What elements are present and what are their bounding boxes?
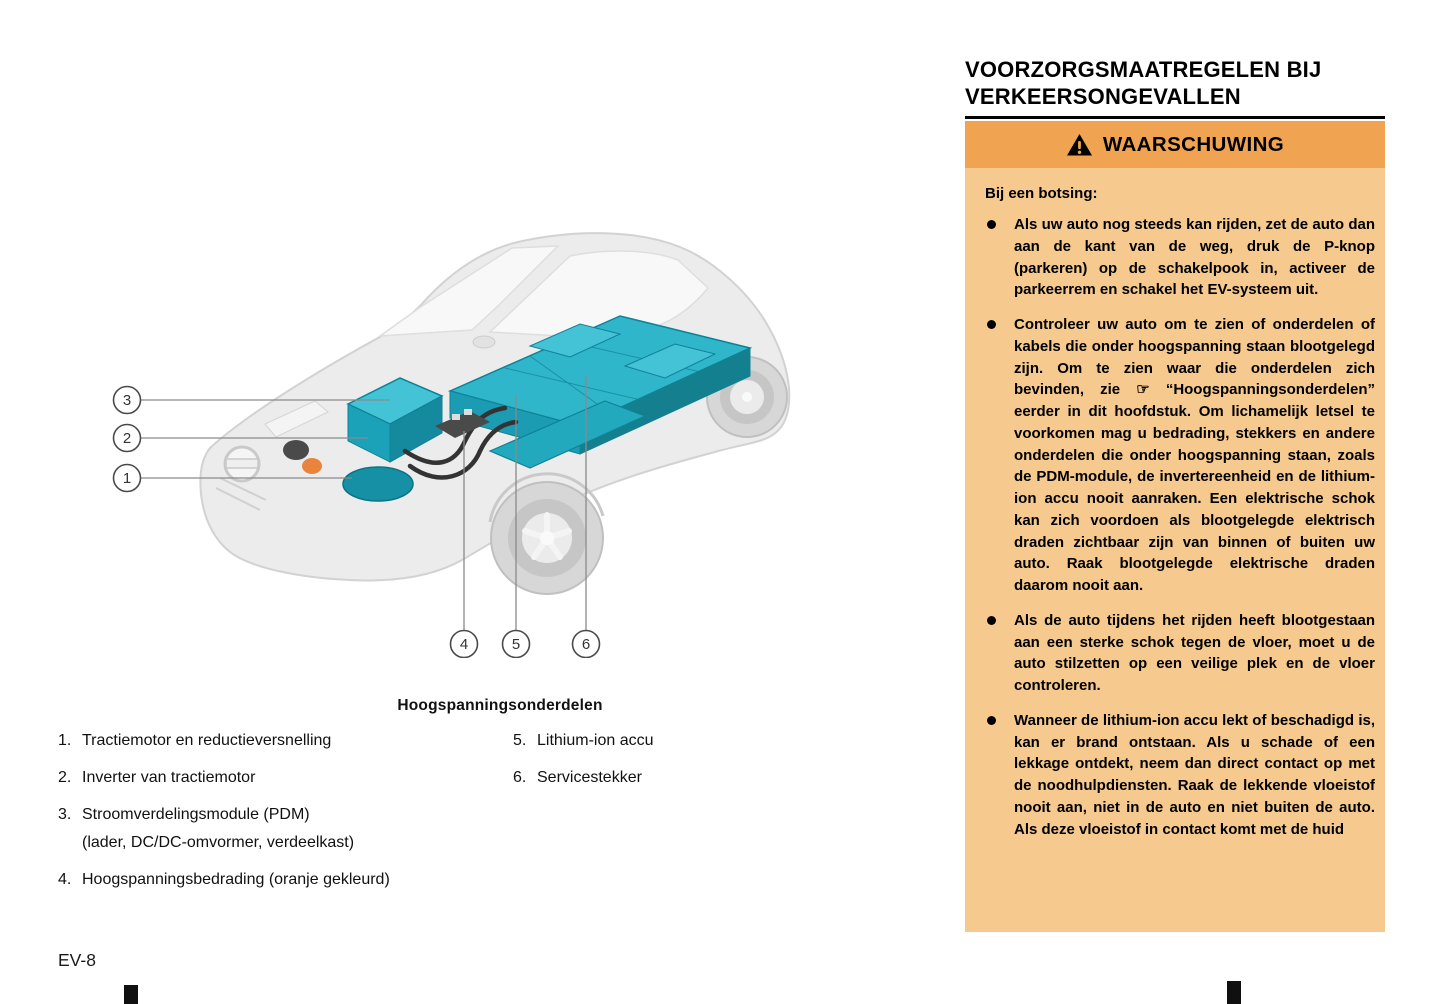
section-title-line2: VERKEERSONGEVALLEN (965, 84, 1241, 109)
car-diagram (60, 226, 940, 658)
legend-item-text: Inverter van tractiemotor (82, 769, 256, 786)
print-registration-mark-left (124, 985, 138, 1004)
warning-header-label: WAARSCHUWING (1102, 132, 1285, 156)
legend-item-3 (58, 804, 498, 854)
legend-item-text: Servicestekker (537, 769, 642, 786)
warning-header (965, 121, 1385, 168)
callout-3-label: 3 (122, 392, 132, 409)
warning-bullet-1: Als uw auto nog steeds kan rijden, zet de auto dan aan de kant van de weg, druk de P-knop (parkeren) op de schakelpook in, activeer de parkeerrem en schakel het EV-systeem uit. (985, 214, 1375, 301)
legend-column-right (513, 730, 813, 804)
warning-bullet-3: Als de auto tijdens het rijden heeft blootgestaan aan een sterke schok tegen de vloer, moet u de auto stilzetten op een veilige plek en de vloer controleren. (985, 610, 1375, 697)
legend-item-1 (58, 730, 498, 752)
connector-orange (302, 458, 322, 474)
print-registration-mark-right (1227, 981, 1241, 1004)
callout-2-label: 2 (122, 430, 132, 447)
callout-5-label: 5 (511, 636, 521, 653)
section-title-line1: VOORZORGSMAATREGELEN BIJ (965, 57, 1322, 82)
legend-item-6 (513, 767, 813, 789)
warning-body (965, 168, 1385, 840)
warning-bullet-2: Controleer uw auto om te zien of onderdelen of kabels die onder hoogspanning staan blootgelegd zijn. Om te zien waar die onderdelen zich bevinden, zie ☞ “Hoogspanningsonderdelen” eerder in dit hoofdstuk. Om lichamelijk letsel te voorkomen mag u bedrading, stekkers en andere onderdelen die onder hoogspanning staan, zoals de PDM-module, de invertereenheid en de lithium-ion accu nooit aanraken. Een elektrische schok kan zich voordoen als blootgelegde elektrisch draden zichtbaar zijn van binnen of buiten uw auto. Raak blootgelegde elektrische draden daarom nooit aan. (985, 314, 1375, 597)
warning-bullet-4: Wanneer de lithium-ion accu lekt of beschadigd is, kan er brand ontstaan. Als u schade of een lekkage ontdekt, neem dan direct contact op met de noodhulpdiensten. Raak de lekkende vloeistof nooit aan, niet in de auto en niet buiten de auto. Als deze vloeistof in contact komt met de huid (985, 710, 1375, 841)
warning-bullet-list (985, 214, 1375, 840)
legend-item-text: Hoogspanningsbedrading (oranje gekleurd) (82, 871, 390, 888)
warning-box (965, 121, 1385, 932)
legend-column-left (58, 730, 498, 906)
legend-item-number: 2. (58, 769, 72, 786)
legend-item-text: Lithium-ion accu (537, 732, 654, 749)
warning-intro: Bij een botsing: (985, 185, 1098, 202)
legend-item-text: Stroomverdelingsmodule (PDM) (82, 806, 310, 823)
figure-caption: Hoogspanningsonderdelen (397, 697, 603, 714)
legend-item-number: 4. (58, 871, 72, 888)
connector-dark (283, 440, 309, 460)
legend-item-number: 5. (513, 732, 527, 749)
side-mirror (473, 336, 495, 348)
legend-item-3-sub: (lader, DC/DC-omvormer, verdeelkast) (82, 834, 355, 851)
callout-1-label: 1 (122, 470, 132, 487)
warning-triangle-icon (1066, 133, 1093, 157)
legend-item-5 (513, 730, 813, 752)
section-title (965, 56, 1385, 119)
callout-4-label: 4 (459, 636, 469, 653)
legend-item-number: 6. (513, 769, 527, 786)
legend-item-number: 3. (58, 806, 72, 823)
brand-badge (225, 447, 259, 481)
legend-item-2 (58, 767, 498, 789)
traction-motor (343, 467, 413, 501)
legend-item-4 (58, 869, 498, 891)
callout-6-label: 6 (581, 636, 591, 653)
legend-item-text: Tractiemotor en reductieversnelling (82, 732, 332, 749)
page-number: EV-8 (58, 950, 96, 970)
legend-item-number: 1. (58, 732, 72, 749)
